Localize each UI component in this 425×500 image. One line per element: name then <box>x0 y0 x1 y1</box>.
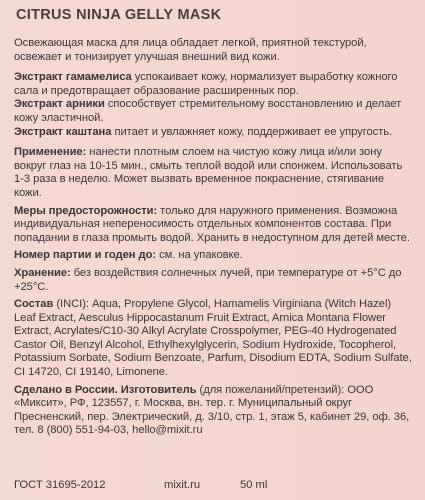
storage-text: без воздействия солнечных лучей, при температуре от +5°С до +25°С. <box>14 266 402 293</box>
composition-heading: Состав <box>14 298 54 311</box>
extract-hamamelis-name: Экстракт гамамелиса <box>14 71 132 84</box>
extract-chestnut-text: питает и увлажняет кожу, поддерживает ее упругость. <box>111 125 393 138</box>
product-title: CITRUS NINJA GELLY MASK <box>16 7 222 23</box>
manufacturer-text: (для пожеланий/претензий): ООО «Миксит», РФ, 123557, г. Москва, вн. тер. г. Муниципальный округ Пресненский, пер. Электрический, д. 3/10, стр. 1, этаж 5, кабинет 29, оф. 36, тел. 8 (800) 551-94-03, hello@mixit.ru <box>14 383 410 437</box>
website: mixit.ru <box>164 479 201 491</box>
extract-arnica-name: Экстракт арники <box>14 98 105 111</box>
usage-section <box>14 146 413 200</box>
made-in-heading: Сделано в России. <box>14 383 118 396</box>
intro-text: Освежающая маска для лица обладает легкой, приятной текстурой, освежает и тонизирует улучшая внешний вид кожи. <box>14 37 367 63</box>
gost-standard: ГОСТ 31695-2012 <box>14 479 106 491</box>
precautions-text: только для наружного применения. Возможна индивидуальная непереносимость отдельных компонентов состава. При попадании в глаза промыть водой. Хранить в недоступном для детей месте. <box>14 204 410 244</box>
extract-hamamelis <box>14 71 413 98</box>
precautions-heading: Меры предосторожности: <box>14 204 158 217</box>
extract-chestnut-name: Экстракт каштана <box>14 125 112 138</box>
batch-heading: Номер партии и годен до: <box>14 249 157 262</box>
volume: 50 ml <box>240 479 268 491</box>
extract-arnica-text: способствует стремительному восстановлению и делает кожу эластичной. <box>14 98 402 124</box>
storage-section <box>14 267 413 294</box>
composition-section <box>14 298 413 380</box>
usage-text: нанести плотным слоем на чистую кожу лица и/или зону вокруг глаз на 10-15 мин., смыть теплой водой или спонжем. Использовать 1-3 раза в неделю. Может вызвать временное покраснение, стягивание кожи. <box>14 146 403 199</box>
batch-text: см. на упаковке. <box>156 249 243 262</box>
extract-arnica <box>14 98 413 125</box>
batch-section <box>14 249 413 263</box>
usage-heading: Применение: <box>14 146 87 159</box>
manufacturer-section <box>14 384 413 438</box>
extract-hamamelis-text: успокаивает кожу, нормализует выработку кожного сала и предотвращает образование расширенных пор. <box>14 71 398 97</box>
extract-chestnut <box>14 126 413 140</box>
label-footer <box>14 478 413 492</box>
composition-text: (INCI): Aqua, Propylene Glycol, Hamamelis Virginiana (Witch Hazel) Leaf Extract, Aesculus Hippocastanum Fruit Extract, Arnica Montana Flower Extract, Acrylates/C10-30 Alkyl Acrylate Crosspolymer, PEG-40 Hydrogenated Castor Oil, Benzyl Alcohol, Ethylhexylglycerin, Sodium Hydroxide, Tocopherol, Potassium Sorbate, Sodium Benzoate, Parfum, Disodium EDTA, Sodium Sulfate, CI 14720, CI 19140, Limonene. <box>14 298 412 379</box>
storage-heading: Хранение: <box>14 266 71 279</box>
precautions-section <box>14 205 413 246</box>
manufacturer-heading: Изготовитель <box>117 383 197 396</box>
